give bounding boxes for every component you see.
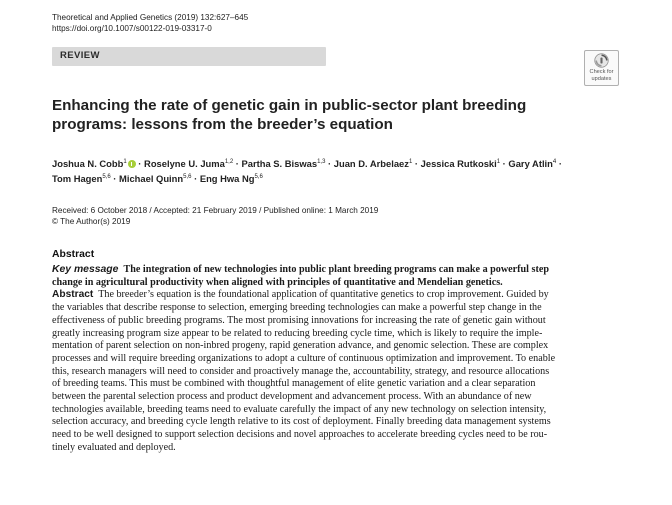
author-affiliation: 1 xyxy=(496,158,501,165)
author-name[interactable]: Eng Hwa Ng xyxy=(199,173,255,185)
abstract-label: Abstract xyxy=(52,289,94,301)
author-name[interactable]: Roselyne U. Juma xyxy=(144,158,225,169)
author-affiliation: 1 xyxy=(408,158,413,165)
author-affiliation: 5,6 xyxy=(254,174,263,181)
abstract-line xyxy=(52,289,622,302)
author-name[interactable]: Joshua N. Cobb xyxy=(52,158,124,169)
abstract-line: tinely evaluated and deployed. xyxy=(52,441,176,453)
abstract-line: selection accuracy, and breeding cycle length relative to its cost of deployment. Finally breeding data management systems xyxy=(52,416,551,428)
author-list xyxy=(52,156,632,186)
abstract-line: technologies available, breeding teams need to evaluate carefully the impact of any new technology on selection intensity, xyxy=(52,403,547,415)
abstract-line: greatly increasing program size appear to be related to reducing breeding cycle time, which is likely to require the imple- xyxy=(52,327,543,339)
abstract-line: effectiveness of public breeding programs. The most promising innovations for increasing the rate of genetic gain without xyxy=(52,314,546,326)
author-affiliation: 5,6 xyxy=(183,174,192,181)
check-for-updates-label-2: updates xyxy=(591,76,612,83)
doi-link[interactable]: https://doi.org/10.1007/s00122-019-03317-0 xyxy=(52,24,212,33)
author-name[interactable]: Michael Quinn xyxy=(119,173,184,185)
key-message-line: change in agricultural productivity when aligned with principles of quantitative and Mendelian genetics. xyxy=(52,276,503,288)
copyright-notice: © The Author(s) 2019 xyxy=(52,217,131,226)
abstract-line: this, research managers will need to consider and proactively manage the, accountability, strategy, and resource allocations xyxy=(52,365,550,377)
author-affiliation: 4 xyxy=(552,158,557,165)
abstract-line: of breeding teams. This must be combined with thoughtful management of elite genetic variation and a clear separation xyxy=(52,378,536,390)
article-type-label: REVIEW xyxy=(60,50,100,61)
abstract-line: mentation of parent selection on non-inbred progeny, rapid generation advance, and genomic selection. These are complex xyxy=(52,340,549,352)
author-name[interactable]: Jessica Rutkoski xyxy=(420,158,497,169)
article-title-line: programs: lessons from the breeder’s equation xyxy=(52,115,393,133)
article-title xyxy=(52,97,592,135)
key-message-line xyxy=(52,264,622,277)
abstract-body xyxy=(52,264,622,455)
key-message-label: Key message xyxy=(52,264,119,275)
abstract-line: between the parental selection process and product development and advancement process. With an abundance of new xyxy=(52,391,532,403)
check-for-updates-button[interactable] xyxy=(584,50,619,86)
author-affiliation: 1,3 xyxy=(317,158,326,165)
author-line: Joshua N. Cobb$^1$ · Roselyne U. Juma$^{1,2}$ · Partha S. Biswas$^{1,3}$ · Juan D. Arbelaez$^1$ · Jessica Rutkoski$^1$ · Gary Atlin$^4$ · xyxy=(52,158,562,169)
check-for-updates-icon xyxy=(594,53,609,68)
author-name[interactable]: Tom Hagen xyxy=(52,173,103,185)
abstract-heading: Abstract xyxy=(52,249,95,260)
author-name[interactable]: Juan D. Arbelaez xyxy=(333,158,409,169)
article-type-banner xyxy=(52,47,326,66)
orcid-icon[interactable] xyxy=(128,160,136,168)
author-affiliation: 5,6 xyxy=(102,174,111,181)
article-title-line: Enhancing the rate of genetic gain in public-sector plant breeding xyxy=(52,97,527,114)
abstract-line: the variables that describe response to selection, emerging breeding technologies can make a powerful step change in the xyxy=(52,302,542,314)
author-affiliation: 1,2 xyxy=(224,158,234,165)
author-affiliation: 1 xyxy=(123,158,127,165)
check-for-updates-label-1: Check for xyxy=(589,69,614,75)
journal-citation: Theoretical and Applied Genetics (2019) 132:627–645 xyxy=(52,13,249,22)
author-line: Tom Hagen$^{5,6}$ · Michael Quinn$^{5,6}$ · Eng Hwa Ng$^{5,6}$ xyxy=(52,173,263,185)
key-message-text: The integration of new technologies into public plant breeding programs can make a powerful step xyxy=(123,264,549,275)
author-name[interactable]: Gary Atlin xyxy=(508,158,553,169)
abstract-line: processes and will require breeding organizations to adopt a culture of continuous optimization and improvement. To enable xyxy=(52,352,556,364)
author-name[interactable]: Partha S. Biswas xyxy=(241,158,318,169)
publication-dates: Received: 6 October 2018 / Accepted: 21 February 2019 / Published online: 1 March 2019 xyxy=(52,206,379,215)
abstract-line: need to be well designed to support selection decisions and novel approaches to accelerate breeding cycles need to be rou- xyxy=(52,429,548,441)
abstract-text: The breeder’s equation is the foundational application of quantitative genetics to crop improvement. Guided by xyxy=(98,289,549,301)
